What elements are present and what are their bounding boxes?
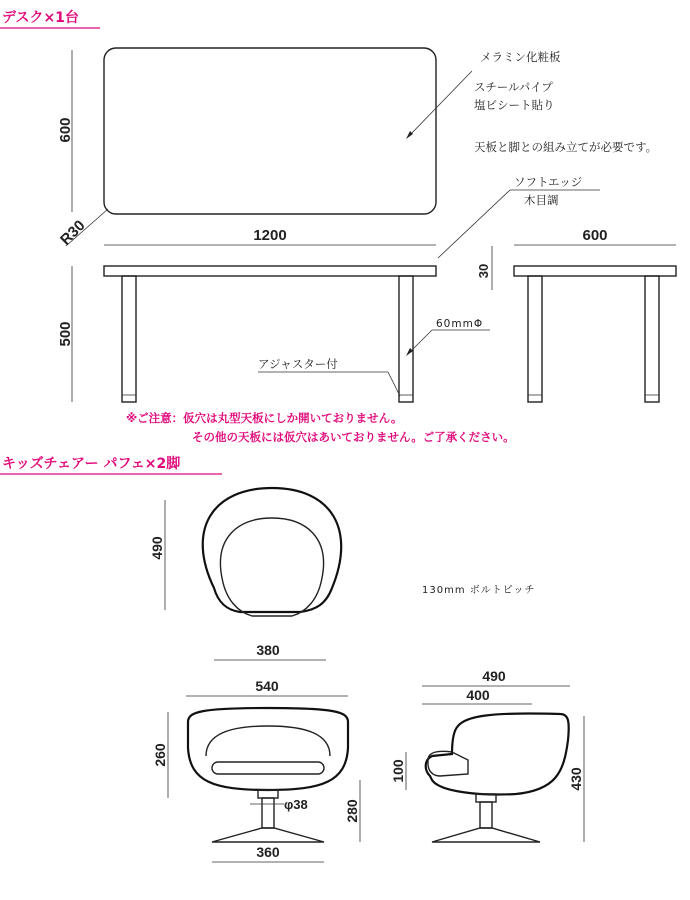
assembly-warning bbox=[126, 411, 515, 444]
desk-edge-finish-label: 木目調 bbox=[524, 193, 559, 207]
warning-line-1: ※ご注意：仮穴は丸型天板にしか開いておりません。 bbox=[126, 411, 403, 425]
chair-overall-width-dimension: 540 bbox=[255, 678, 279, 694]
chair-base-diameter-dimension: 360 bbox=[256, 844, 280, 860]
desk-side-depth-dimension: 600 bbox=[582, 227, 608, 244]
chair-arm-height-dimension: 100 bbox=[390, 759, 406, 783]
desk-section-header bbox=[0, 9, 100, 28]
chair-section-header bbox=[0, 456, 222, 474]
chair-front-pole bbox=[262, 798, 274, 828]
desk-labels bbox=[438, 50, 657, 258]
chair-seat-height-dimension: 280 bbox=[344, 799, 360, 823]
chair-top-shell bbox=[203, 488, 341, 612]
desk-width-dimension: 1200 bbox=[253, 227, 287, 244]
desk-assembly-note: 天板と脚との組み立てが必要です。 bbox=[474, 140, 658, 154]
desk-leg-diameter-label: 60mmΦ bbox=[436, 318, 484, 330]
warning-line-2: その他の天板には仮穴はあいておりません。ご了承ください。 bbox=[192, 430, 515, 444]
chair-side-shell bbox=[426, 714, 569, 795]
desk-top-outline bbox=[104, 48, 436, 214]
chair-seat-width-dimension: 380 bbox=[256, 642, 280, 658]
chair-side-seat-depth-dimension: 400 bbox=[466, 687, 490, 703]
chair-front-shell bbox=[188, 708, 348, 790]
chair-section-title: キッズチェアー パフェ×2脚 bbox=[2, 456, 181, 472]
desk-section-title: デスク×1台 bbox=[2, 10, 79, 26]
chair-front-base bbox=[212, 828, 324, 842]
chair-overall-height-dimension: 430 bbox=[568, 767, 584, 791]
desk-side-view bbox=[476, 227, 676, 402]
chair-back-height-dimension: 260 bbox=[152, 743, 168, 767]
desk-plan-view bbox=[57, 48, 472, 249]
desk-front-view bbox=[57, 263, 491, 402]
desk-height-dimension: 500 bbox=[57, 321, 74, 347]
bolt-pitch-label: 130mm ボルトピッチ bbox=[422, 585, 536, 596]
desk-pipe-label: スチールパイプ bbox=[474, 80, 553, 94]
desk-depth-dimension: 600 bbox=[57, 117, 74, 143]
desk-adjuster-label: アジャスター付 bbox=[258, 357, 338, 371]
desk-pipe-finish-label: 塩ビシート貼り bbox=[474, 98, 555, 112]
chair-side-view bbox=[390, 668, 584, 842]
desk-top-material-label: メラミン化粧板 bbox=[480, 50, 561, 64]
chair-side-base bbox=[432, 828, 540, 842]
chair-depth-dimension: 490 bbox=[149, 536, 165, 560]
chair-pole-diameter-dimension: φ38 bbox=[284, 797, 308, 812]
chair-side-pole bbox=[480, 802, 492, 828]
desk-side-leg-right bbox=[645, 276, 659, 402]
chair-top-view bbox=[149, 488, 341, 660]
desk-front-top bbox=[104, 266, 436, 276]
desk-front-leg-left bbox=[122, 276, 136, 402]
desk-edge-label: ソフトエッジ bbox=[514, 175, 583, 189]
desk-corner-radius-dimension: R30 bbox=[57, 217, 89, 249]
desk-front-leg-right bbox=[399, 276, 413, 402]
chair-side-depth-dimension: 490 bbox=[482, 668, 506, 684]
desk-side-top bbox=[514, 266, 676, 276]
desk-side-leg-left bbox=[528, 276, 542, 402]
desk-top-thickness-dimension: 30 bbox=[476, 263, 491, 279]
chair-front-view bbox=[152, 678, 360, 862]
